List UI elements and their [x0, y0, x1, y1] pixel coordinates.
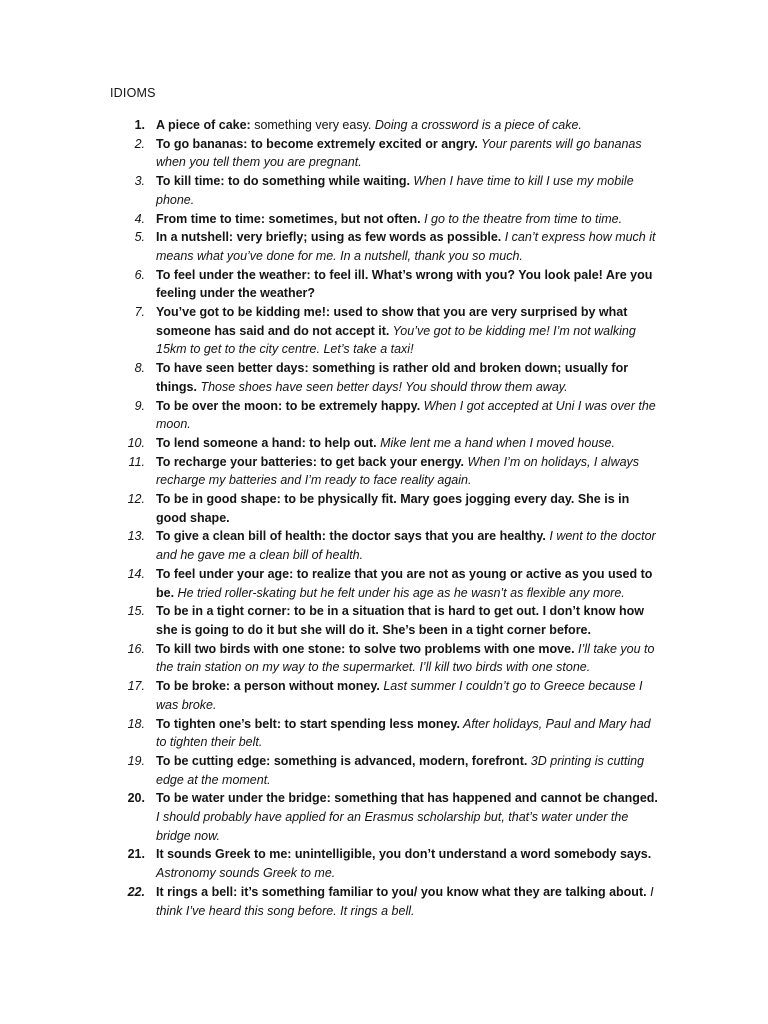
- idiom-term: To have seen better days:: [156, 361, 309, 376]
- item-number: 11.: [128, 454, 145, 469]
- idiom-example: When I’m on holidays, I always recharge my batteries and I’m ready to face reality again.: [156, 454, 640, 488]
- list-item: [100, 565, 660, 602]
- idiom-definition: unintelligible, you don’t understand a word somebody says.: [291, 847, 652, 862]
- list-item: [100, 266, 660, 303]
- idiom-example: I should probably have applied for an Erasmus scholarship but, that’s water under the bridge now.: [156, 810, 629, 843]
- item-number: 3.: [134, 174, 145, 189]
- idiom-definition: a person without money.: [230, 679, 380, 694]
- idiom-term: To lend someone a hand:: [156, 435, 306, 450]
- item-number: 13.: [127, 529, 145, 544]
- item-number: 16.: [127, 641, 145, 656]
- idiom-definition: sometimes, but not often.: [265, 211, 421, 226]
- idiom-example: Mary goes jogging every day. She is in good shape.: [156, 492, 630, 525]
- idiom-term: To be in a tight corner:: [156, 604, 291, 619]
- idiom-example: Mike lent me a hand when I moved house.: [376, 435, 615, 450]
- idiom-example: Your parents will go bananas when you tell them you are pregnant.: [156, 136, 642, 170]
- idiom-definition: very briefly; using as few words as possible.: [233, 230, 502, 245]
- idiom-term: A piece of cake:: [156, 118, 251, 132]
- idiom-term: To feel under your age:: [156, 566, 294, 581]
- list-item: [100, 228, 660, 265]
- list-item: [100, 677, 660, 714]
- idiom-example: I go to the theatre from time to time.: [420, 211, 623, 226]
- item-number: 14.: [127, 566, 145, 581]
- item-text: [156, 640, 660, 677]
- item-text: [156, 883, 660, 920]
- idiom-term: To be over the moon:: [156, 398, 283, 413]
- idiom-term: To give a clean bill of health:: [156, 529, 326, 544]
- idiom-example: Astronomy sounds Greek to me.: [156, 866, 336, 881]
- list-item: [100, 640, 660, 677]
- list-item: [100, 210, 660, 229]
- item-number: 7.: [134, 305, 145, 320]
- page-title: IDIOMS: [110, 86, 156, 100]
- item-text: [156, 434, 660, 453]
- item-text: [156, 752, 660, 789]
- item-text: [156, 303, 660, 359]
- item-number: 20.: [127, 791, 145, 806]
- idiom-term: To kill two birds with one stone:: [156, 641, 346, 656]
- idiom-definition: to be physically fit.: [280, 492, 397, 507]
- item-text: [156, 116, 660, 135]
- idiom-definition: to feel ill.: [310, 267, 369, 282]
- item-text: [156, 397, 660, 434]
- idiom-term: To feel under the weather:: [156, 267, 311, 282]
- idiom-example: When I have time to kill I use my mobile phone.: [156, 174, 634, 207]
- item-number: 18.: [127, 716, 145, 731]
- idiom-definition: something is advanced, modern, forefront.: [270, 753, 528, 768]
- item-text: [156, 789, 660, 845]
- idiom-definition: the doctor says that you are healthy.: [325, 529, 546, 544]
- item-text: [156, 565, 660, 602]
- idiom-term: From time to time:: [156, 211, 266, 226]
- idiom-definition: to become extremely excited or angry.: [247, 136, 478, 151]
- idiom-definition: to solve two problems with one move.: [345, 641, 575, 656]
- list-item: [100, 359, 660, 396]
- item-number: 8.: [134, 361, 145, 376]
- item-number: 19.: [127, 753, 145, 768]
- idiom-definition: to start spending less money.: [281, 716, 460, 731]
- item-text: [156, 490, 660, 527]
- list-item: [100, 172, 660, 209]
- item-number: 1.: [134, 118, 145, 132]
- idiom-definition: something that has happened and cannot be changed.: [330, 791, 658, 806]
- list-item: [100, 527, 660, 564]
- list-item: [100, 845, 660, 882]
- list-item: [100, 490, 660, 527]
- item-number: 12.: [127, 492, 145, 507]
- idiom-term: To be in good shape:: [156, 492, 281, 507]
- idiom-term: To be water under the bridge:: [156, 791, 331, 806]
- item-text: [156, 677, 660, 714]
- item-number: 9.: [134, 398, 145, 413]
- idiom-example: He tried roller-skating but he felt under his age as he wasn’t as flexible any more.: [174, 585, 625, 600]
- item-text: [156, 453, 660, 490]
- item-number: 2.: [134, 136, 145, 151]
- idiom-definition: it’s something familiar to you/ you know what they are talking about.: [237, 884, 647, 899]
- idiom-example: 3D printing is cutting edge at the moment.: [156, 753, 645, 787]
- item-text: [156, 602, 660, 639]
- idiom-example: I think I’ve heard this song before. It rings a bell.: [156, 884, 654, 918]
- idiom-definition: something very easy.: [250, 118, 372, 132]
- idiom-term: To go bananas:: [156, 136, 248, 151]
- idiom-example: Last summer I couldn’t go to Greece because I was broke.: [156, 679, 643, 712]
- list-item: [100, 116, 660, 135]
- item-text: [156, 172, 660, 209]
- idiom-example: You’ve got to be kidding me! I’m not walking 15km to get to the city centre. Let’s take a taxi!: [156, 323, 636, 357]
- item-number: 22.: [127, 884, 145, 899]
- item-text: [156, 715, 660, 752]
- item-text: [156, 266, 660, 303]
- idiom-example: I don’t know how she is going to do it but she will do it. She’s been in a tight corner before.: [156, 604, 644, 637]
- idiom-definition: to realize that you are not as young or active as you used to be.: [156, 566, 653, 600]
- list-item: [100, 453, 660, 490]
- idiom-example: I’ll take you to the train station on my way to the supermarket. I’ll kill two birds with one stone.: [156, 641, 655, 675]
- idiom-term: To be cutting edge:: [156, 753, 271, 768]
- idiom-example: After holidays, Paul and Mary had to tighten their belt.: [156, 716, 651, 750]
- item-number: 4.: [134, 211, 145, 226]
- idiom-term: To recharge your batteries:: [156, 454, 317, 469]
- idiom-definition: to be extremely happy.: [282, 398, 421, 413]
- list-item: [100, 883, 660, 920]
- idiom-definition: to get back your energy.: [316, 454, 464, 469]
- item-number: 17.: [127, 679, 145, 694]
- list-item: [100, 602, 660, 639]
- idiom-term: To tighten one’s belt:: [156, 716, 281, 731]
- item-text: [156, 210, 660, 229]
- idiom-definition: to be in a situation that is hard to get out.: [290, 604, 540, 619]
- list-item: [100, 397, 660, 434]
- item-number: 6.: [134, 267, 145, 282]
- item-text: [156, 359, 660, 396]
- idiom-term: To kill time:: [156, 174, 225, 189]
- idiom-term: It sounds Greek to me:: [156, 847, 292, 862]
- item-text: [156, 845, 660, 882]
- idiom-example: I went to the doctor and he gave me a clean bill of health.: [156, 529, 656, 563]
- idiom-definition: to help out.: [305, 435, 377, 450]
- list-item: [100, 789, 660, 845]
- idiom-example: When I got accepted at Uni I was over the moon.: [156, 398, 656, 432]
- idiom-list: [100, 116, 660, 920]
- item-number: 10.: [127, 435, 145, 450]
- list-item: [100, 303, 660, 359]
- idiom-definition: used to show that you are very surprised by what someone has said and do not accept it.: [156, 305, 628, 338]
- item-number: 5.: [134, 230, 145, 245]
- idiom-example: I can’t express how much it means what you’ve done for me. In a nutshell, thank you so much.: [156, 230, 656, 263]
- idiom-definition: something is rather old and broken down; usually for things.: [156, 361, 629, 394]
- item-text: [156, 527, 660, 564]
- idiom-term: It rings a bell:: [156, 884, 238, 899]
- item-number: 21.: [127, 847, 145, 862]
- list-item: [100, 715, 660, 752]
- idiom-example: Those shoes have seen better days! You should throw them away.: [196, 379, 568, 394]
- list-item: [100, 434, 660, 453]
- idiom-example: Doing a crossword is a piece of cake.: [371, 118, 582, 132]
- idiom-term: In a nutshell:: [156, 230, 234, 245]
- idiom-definition: to do something while waiting.: [224, 174, 410, 189]
- list-item: [100, 135, 660, 172]
- idiom-term: To be broke:: [156, 679, 231, 694]
- item-text: [156, 228, 660, 265]
- list-item: [100, 752, 660, 789]
- idiom-term: You’ve got to be kidding me!:: [156, 305, 331, 320]
- item-text: [156, 135, 660, 172]
- item-number: 15.: [127, 604, 145, 619]
- idiom-example: What’s wrong with you? You look pale! Are you feeling under the weather?: [156, 267, 653, 301]
